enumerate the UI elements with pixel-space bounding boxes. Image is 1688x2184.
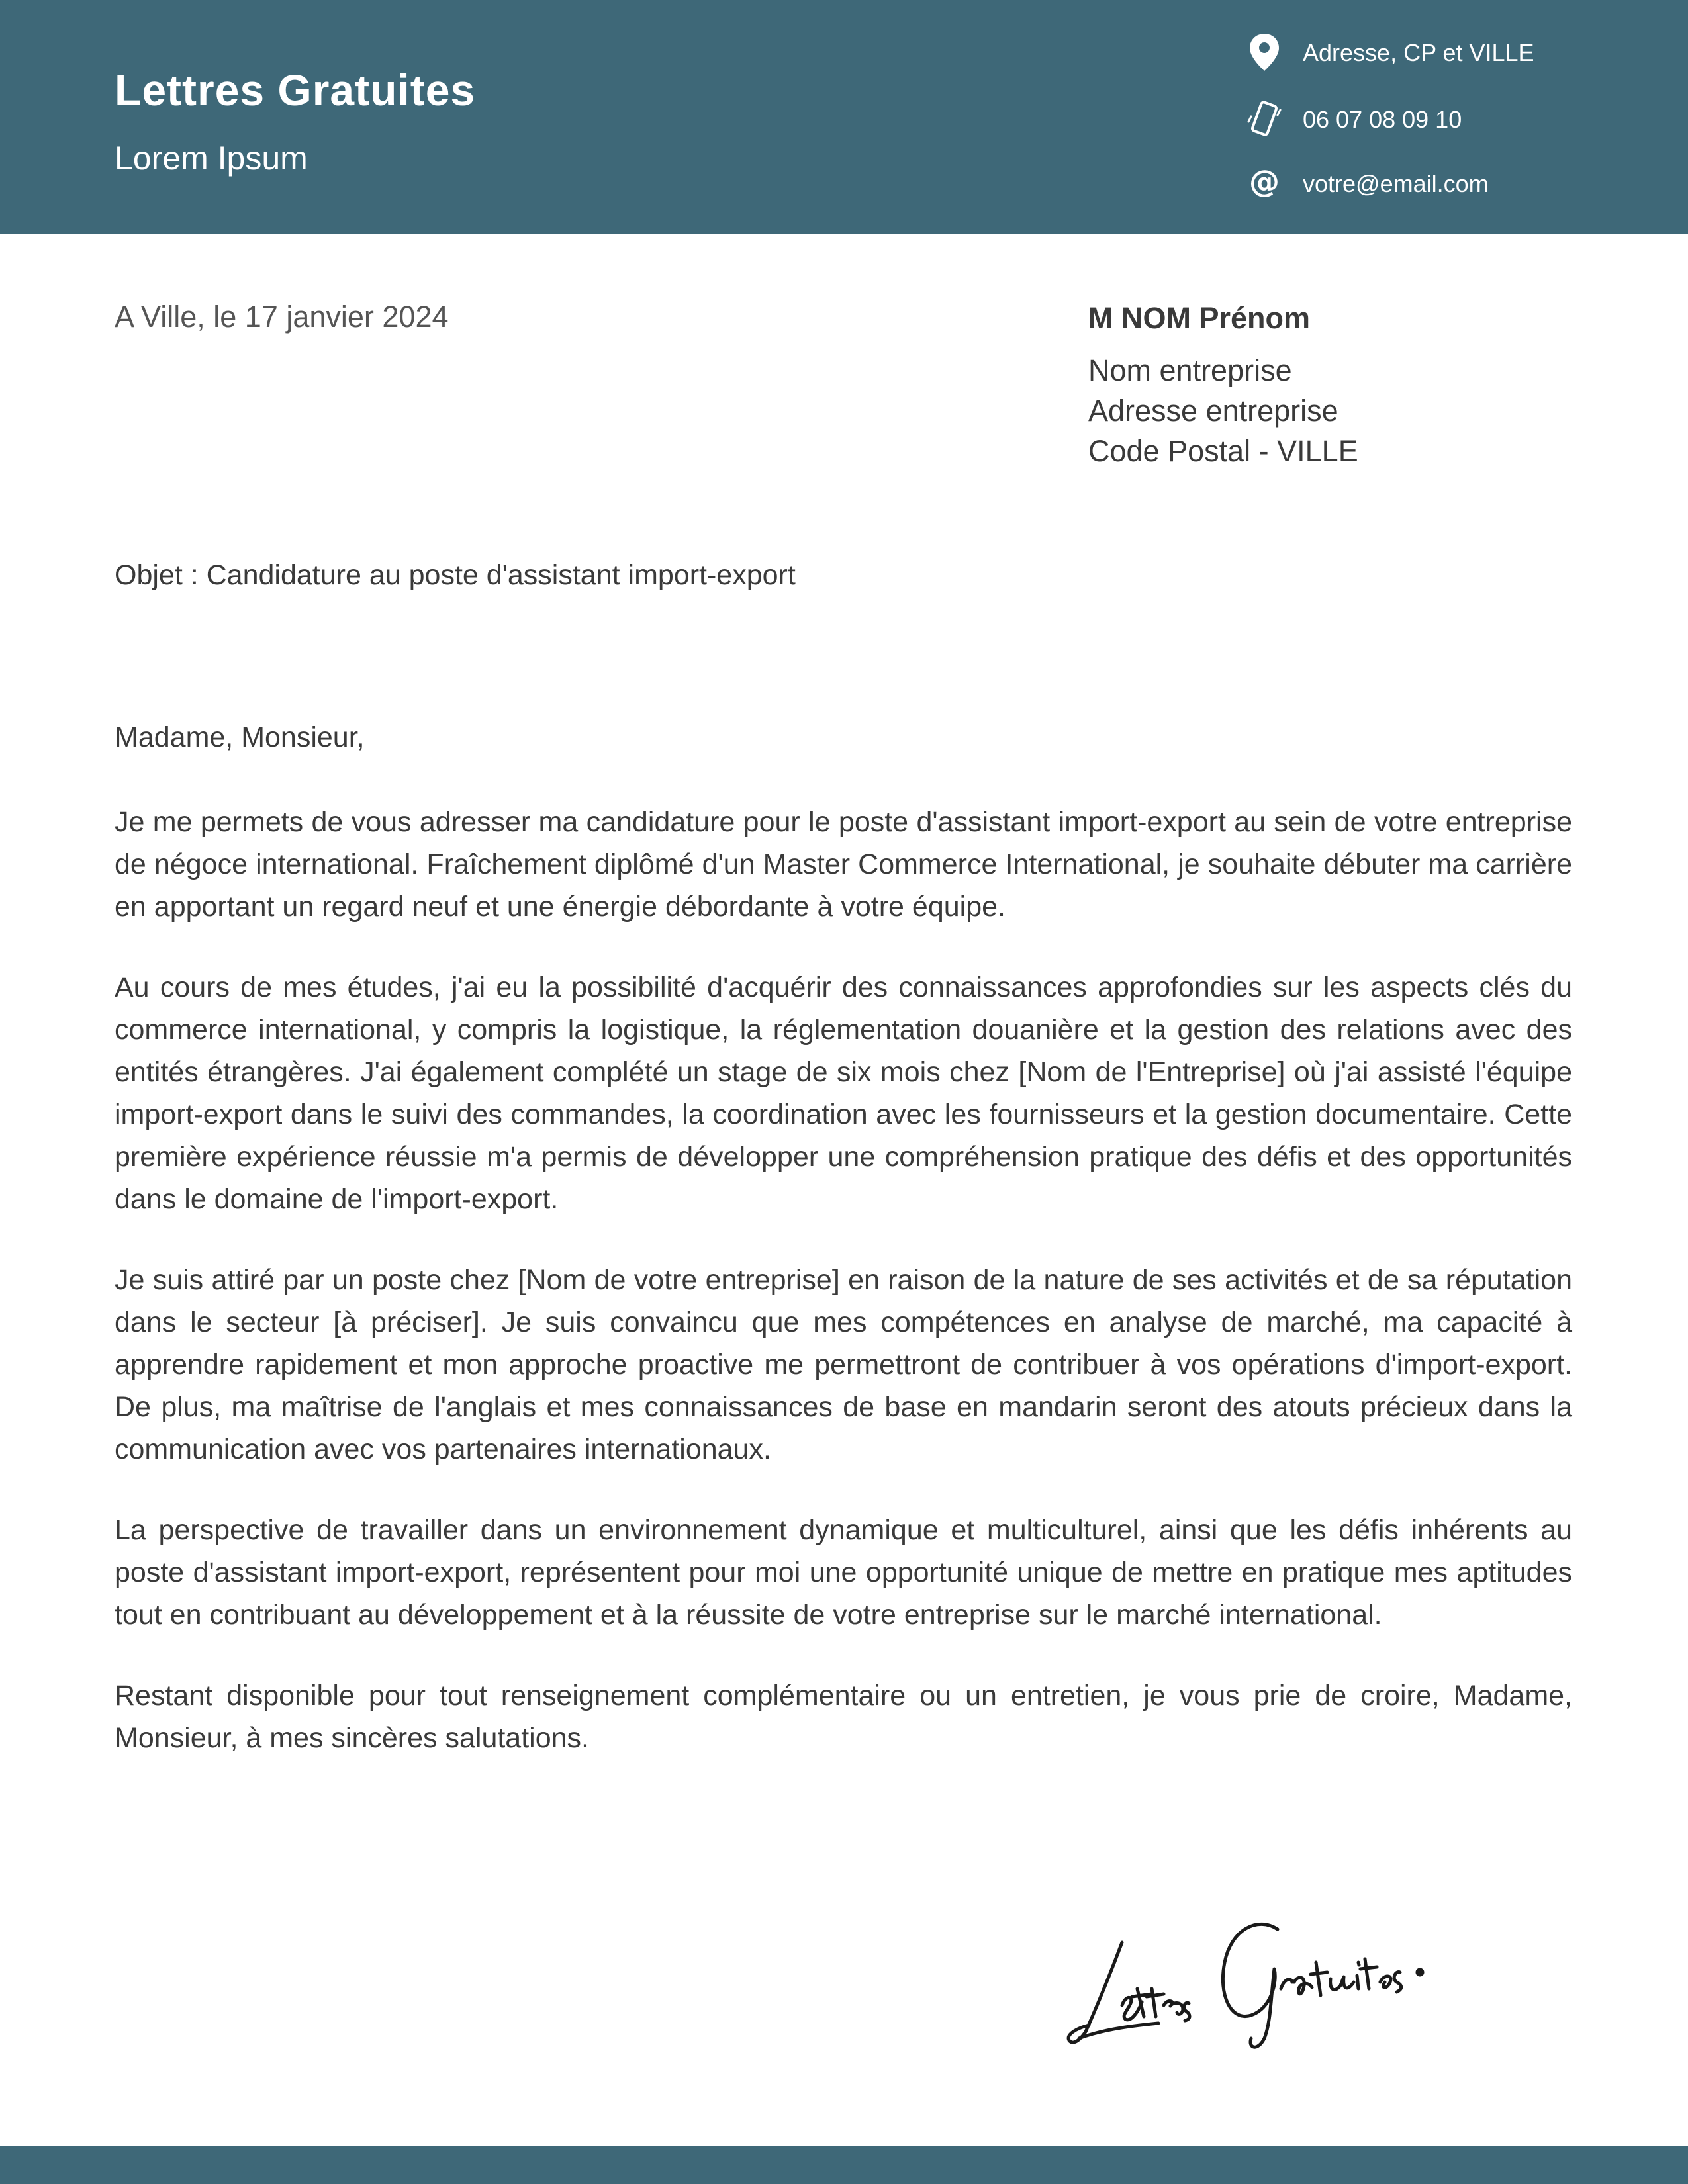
date-line: A Ville, le 17 janvier 2024 xyxy=(115,300,449,334)
letter-body xyxy=(115,801,1572,1797)
email-text: votre@email.com xyxy=(1303,170,1489,197)
contact-phone xyxy=(1243,98,1640,140)
contact-email xyxy=(1243,162,1640,205)
sender-subtitle: Lorem Ipsum xyxy=(115,140,308,177)
phone-text: 06 07 08 09 10 xyxy=(1303,106,1462,133)
recipient-company: Nom entreprise xyxy=(1088,353,1292,387)
body-paragraph: Je me permets de vous adresser ma candidature pour le poste d'assistant import-export au sein de votre entreprise de négoce international. Fraîchement diplômé d'un Master Commerce International, je souhaite débuter ma carrière en apportant un regard neuf et une énergie débordante à votre équipe. xyxy=(115,806,1572,923)
footer-bar xyxy=(0,2146,1688,2184)
body-paragraph: La perspective de travailler dans un environnement dynamique et multiculturel, ainsi que les défis inhérents au poste d'assistant import-export, représentent pour moi une opportunité unique de mettre en pratique mes aptitudes tout en contribuant au développement et à la réussite de votre entreprise sur le marché international. xyxy=(115,1514,1572,1631)
svg-text:@: @ xyxy=(1249,167,1280,199)
salutation: Madame, Monsieur, xyxy=(115,721,365,753)
recipient-name: M NOM Prénom xyxy=(1088,301,1311,335)
body-paragraph: Restant disponible pour tout renseignement complémentaire ou un entretien, je vous prie de croire, Madame, Monsieur, à mes sincères salutations. xyxy=(115,1680,1572,1754)
recipient-block xyxy=(1088,301,1358,471)
recipient-city: Code Postal - VILLE xyxy=(1088,434,1358,468)
sender-name: Lettres Gratuites xyxy=(115,66,476,114)
letter-header xyxy=(0,0,1688,234)
address-text: Adresse, CP et VILLE xyxy=(1303,39,1534,66)
recipient-address: Adresse entreprise xyxy=(1088,394,1338,428)
at-sign-icon xyxy=(1243,162,1286,205)
body-paragraph: Je suis attiré par un poste chez [Nom de votre entreprise] en raison de la nature de ses activités et de sa réputation dans le secteur [à préciser]. Je suis convaincu que mes compétences en analyse de marché, ma capacité à apprendre rapidement et mon approche proactive me permettront de contribuer à vos opérations d'import-export. De plus, ma maîtrise de l'anglais et mes connaissances de base en mandarin seront des atouts précieux dans la communication avec vos partenaires internationaux. xyxy=(115,1264,1572,1465)
contact-address xyxy=(1243,31,1640,73)
handwritten-signature xyxy=(1059,1889,1456,2055)
body-paragraph: Au cours de mes études, j'ai eu la possibilité d'acquérir des connaissances approfondies sur les aspects clés du commerce international, y compris la logistique, la réglementation douanière et la gestion des relations avec des entités étrangères. J'ai également complété un stage de six mois chez [Nom de l'Entreprise] où j'ai assisté l'équipe import-export dans le suivi des commandes, la coordination avec les fournisseurs et la gestion documentaire. Cette première expérience réussie m'a permis de développer une compréhension pratique des défis et des opportunités dans le domaine de l'import-export. xyxy=(115,972,1572,1215)
subject-line: Objet : Candidature au poste d'assistant import-export xyxy=(115,559,796,591)
phone-icon xyxy=(1243,98,1286,140)
location-pin-icon xyxy=(1243,31,1286,73)
